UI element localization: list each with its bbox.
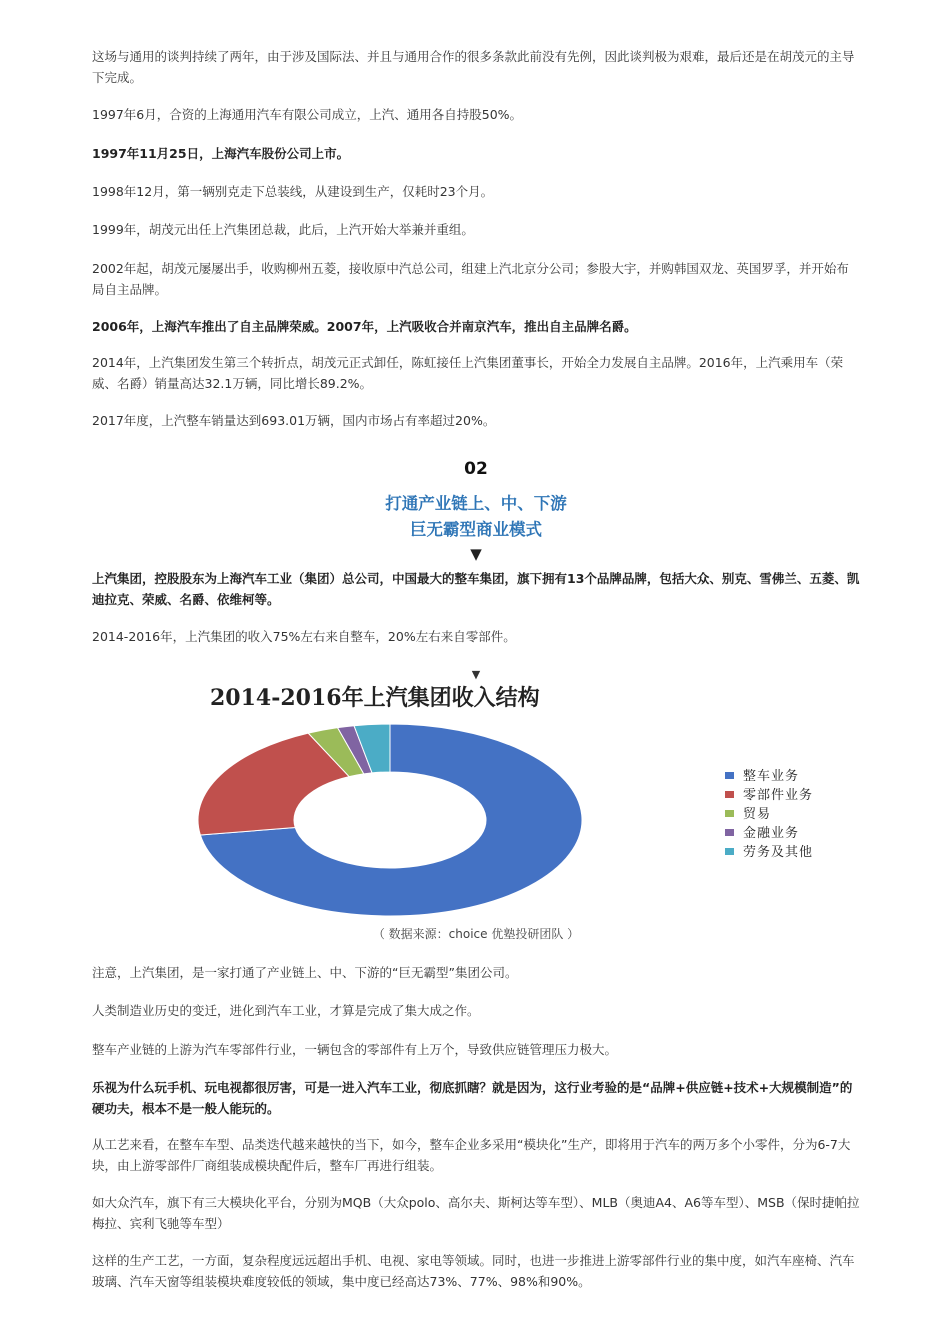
chart-legend — [725, 768, 813, 860]
donut-slices — [198, 724, 582, 916]
section-headline-2: 巨无霸型商业模式 — [410, 520, 542, 539]
legend-swatch-3 — [725, 810, 734, 817]
paragraph-history: 人类制造业历史的变迁，进化到汽车工业，才算是完成了集大成之作。 — [92, 1003, 480, 1018]
legend-swatch-2 — [725, 791, 734, 798]
legend-label-1: 整车业务 — [743, 769, 800, 784]
paragraph-concentration: 这样的生产工艺，一方面，复杂程度远远超出手机、电视、家电等领域。同时，也进一步推进上游零部件行业的集中度，如汽车座椅、汽车玻璃、汽车天窗等组装模块难度较低的领域，集中度已经高达73%、77%、98%和90%。 — [92, 1253, 855, 1289]
paragraph-upstream: 整车产业链的上游为汽车零部件行业，一辆包含的零部件有上万个，导致供应链管理压力极大。 — [92, 1042, 618, 1057]
revenue-structure-donut-chart — [195, 680, 875, 920]
section-headline-1: 打通产业链上、中、下游 — [385, 494, 567, 513]
paragraph-vw-platforms: 如大众汽车，旗下有三大模块化平台，分别为MQB（大众polo、高尔夫、斯柯达等车型）、MLB（奥迪A4、A6等车型）、MSB（保时捷帕拉梅拉、宾利飞驰等车型） — [92, 1195, 860, 1231]
legend-label-5: 劳务及其他 — [743, 845, 814, 860]
paragraph-saic-group: 上汽集团，控股股东为上海汽车工业（集团）总公司，中国最大的整车集团，旗下拥有13个品牌品牌，包括大众、别克、雪佛兰、五菱、凯迪拉克、荣威、名爵、依维柯等。 — [92, 571, 860, 607]
legend-label-2: 零部件业务 — [743, 788, 814, 803]
paragraph-1998: 1998年12月，第一辆别克走下总装线，从建设到生产，仅耗时23个月。 — [92, 184, 494, 199]
chart-title: 2014-2016年上汽集团收入结构 — [210, 685, 540, 711]
legend-swatch-5 — [725, 848, 734, 855]
chart-source-note: （ 数据来源：choice 优塾投研团队 ） — [372, 927, 580, 941]
paragraph-2017: 2017年度，上汽整车销量达到693.01万辆，国内市场占有率超过20%。 — [92, 413, 496, 428]
legend-swatch-4 — [725, 829, 734, 836]
paragraph-2006: 2006年，上海汽车推出了自主品牌荣威。2007年，上汽吸收合并南京汽车，推出自主品牌名爵。 — [92, 319, 637, 334]
paragraph-2014: 2014年，上汽集团发生第三个转折点，胡茂元正式卸任，陈虹接任上汽集团董事长，开始全力发展自主品牌。2016年，上汽乘用车（荣威、名爵）销量高达32.1万辆，同比增长89.2%。 — [92, 355, 844, 391]
paragraph-1997-listing: 1997年11月25日，上海汽车股份公司上市。 — [92, 146, 350, 161]
paragraph-negotiation: 这场与通用的谈判持续了两年，由于涉及国际法、并且与通用合作的很多条款此前没有先例，因此谈判极为艰难，最后还是在胡茂元的主导下完成。 — [92, 49, 855, 85]
paragraph-note: 注意，上汽集团，是一家打通了产业链上、中、下游的“巨无霸型”集团公司。 — [92, 965, 518, 980]
legend-swatch-1 — [725, 772, 734, 779]
paragraph-2002: 2002年起，胡茂元屡屡出手，收购柳州五菱，接收原中汽总公司，组建上汽北京分公司；参股大宇，并购韩国双龙、英国罗孚，并开始布局自主品牌。 — [92, 261, 849, 297]
small-down-arrow-icon: ▼ — [471, 668, 481, 681]
paragraph-modular: 从工艺来看，在整车车型、品类迭代越来越快的当下，如今，整车企业多采用“模块化”生产，即将用于汽车的两万多个小零件，分为6-7大块，由上游零部件厂商组装成模块配件后，整车厂再进行组装。 — [92, 1137, 851, 1173]
down-arrow-icon: ▼ — [470, 545, 482, 563]
legend-label-4: 金融业务 — [743, 826, 800, 841]
section-number: 02 — [464, 459, 488, 479]
paragraph-revenue-share: 2014-2016年，上汽集团的收入75%左右来自整车，20%左右来自零部件。 — [92, 629, 516, 644]
paragraph-1999: 1999年，胡茂元出任上汽集团总裁，此后，上汽开始大举兼并重组。 — [92, 222, 474, 237]
paragraph-1997-jv: 1997年6月，合资的上海通用汽车有限公司成立，上汽、通用各自持股50%。 — [92, 107, 523, 122]
legend-label-3: 贸易 — [743, 807, 772, 822]
paragraph-letv: 乐视为什么玩手机、玩电视都很厉害，可是一进入汽车工业，彻底抓瞎？就是因为，这行业考验的是“品牌+供应链+技术+大规模制造”的硬功夫，根本不是一般人能玩的。 — [92, 1080, 853, 1116]
